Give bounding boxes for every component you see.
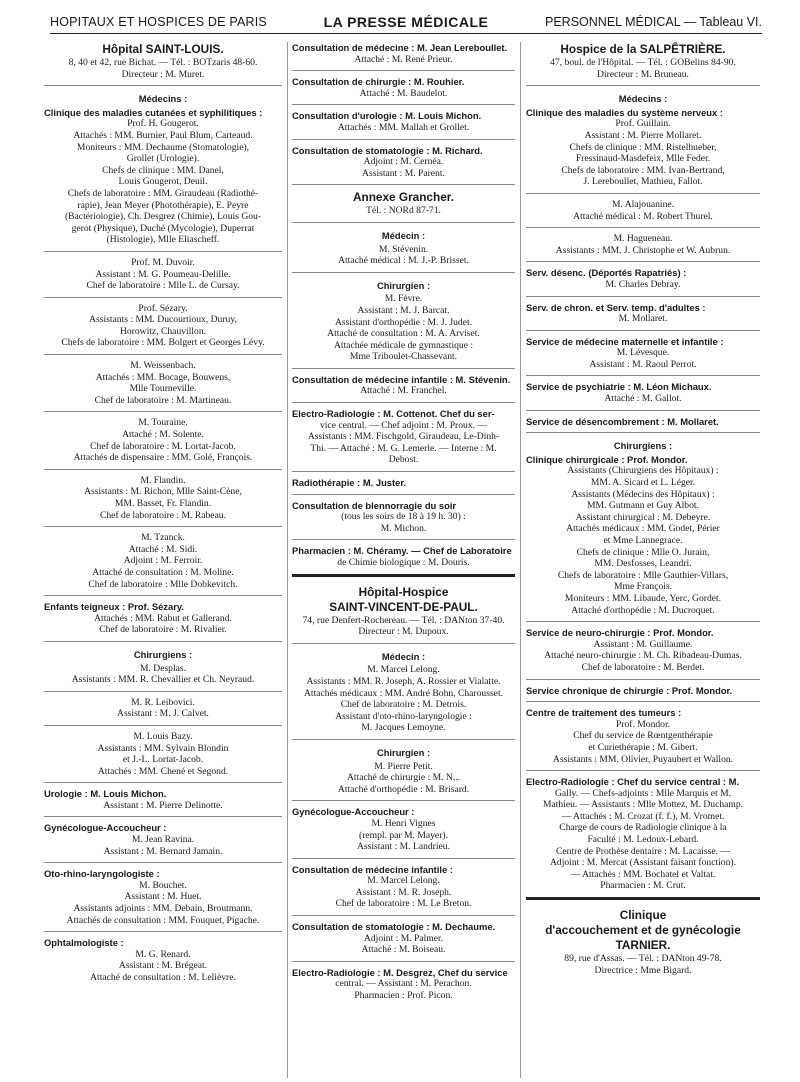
entry-block: [44, 595, 282, 636]
entry-block: [44, 42, 282, 80]
section-heading: Médecin :: [381, 229, 426, 241]
staff-line: Pharmacien : M. Crut.: [600, 880, 686, 892]
staff-line: Chef de laboratoire : M. Lortat-Jacob.: [90, 440, 236, 452]
entry-block: [44, 782, 282, 811]
service-heading: Pharmacien : M. Chéramy. — Chef de Laboratoire: [292, 545, 512, 557]
staff-line: Assistant : M. R. Joseph.: [355, 886, 452, 898]
staff-line: M. Hagueneau.: [613, 233, 673, 245]
staff-line: Attaché médical : M. Robert Thurel.: [573, 210, 713, 222]
staff-line: Attaché : M. René Prieur.: [354, 53, 453, 65]
staff-line: Tél. : NORd 87-71.: [366, 205, 441, 217]
service-heading: Clinique chirurgicale : Prof. Mondor.: [526, 453, 688, 465]
entry-block: [526, 897, 760, 976]
staff-line: central. — Assistant : M. Perachon.: [335, 978, 472, 990]
staff-line: Chefs de laboratoire : MM. Bolgert et Georges Lévy.: [61, 337, 265, 349]
entry-block: [292, 494, 515, 535]
service-heading: Consultation de médecine : M. Jean Lereboullet.: [292, 42, 508, 53]
entry-block: [526, 330, 760, 371]
staff-line: 47, boul. de l'Hôpital. — Tél. : GOBelins 84-90.: [550, 57, 736, 68]
column-right: [520, 42, 760, 1078]
staff-line: M. Fèvre.: [384, 293, 423, 305]
entry-block: [526, 679, 760, 697]
staff-line: M. Weissenbach.: [130, 360, 196, 372]
service-heading: Consultation d'urologie : M. Louis Michon.: [292, 110, 482, 122]
service-heading: Radiothérapie : M. Juster.: [292, 477, 407, 489]
staff-line: Adjoint : M. Cernéa.: [363, 156, 444, 168]
staff-line: Attaché neuro-chirurgie : M. Ch. Ribadeau-Dumas.: [544, 650, 742, 662]
staff-line: Attaché : M. Franchel.: [360, 385, 447, 397]
entry-block: [44, 85, 282, 246]
staff-line: Attaché de consultation : M. Lelièvre.: [90, 972, 236, 983]
entry-block: [526, 432, 760, 616]
staff-line: Fressinaud-Masdefeix, Mlle Feder.: [575, 153, 711, 165]
staff-line: Chef de laboratoire : M. Martineau.: [94, 394, 232, 406]
staff-line: Attaché d'orthopédie : M. Ducroquet.: [571, 604, 715, 616]
staff-line: M. R. Leibovici.: [131, 696, 195, 708]
entry-block: [292, 800, 515, 852]
entry-block: [526, 227, 760, 256]
entry-block: [292, 858, 515, 910]
entry-block: [292, 42, 515, 65]
entry-block: [526, 410, 760, 428]
staff-line: et Curiethérapie : M. Gibert.: [588, 741, 698, 753]
staff-line: M. Michon.: [380, 522, 427, 534]
staff-line: M. Pierre Petit.: [374, 760, 433, 772]
staff-line: rapie), Jean Meyer (Photothérapie), E. Peyre: [77, 199, 249, 211]
staff-line: Assistant : M. J. Barcat.: [357, 304, 450, 316]
staff-line: Attaché : M. Boiseau.: [361, 944, 446, 956]
section-heading: Chirurgiens :: [133, 648, 193, 660]
service-heading: Electro-Radiologie : M. Desgrez, Chef du service: [292, 966, 508, 978]
staff-line: Prof. M. Duvoir.: [131, 256, 195, 268]
staff-line: Assistant : M. Pierre Mollaret.: [584, 129, 702, 141]
staff-line: Attaché d'orthopédie : M. Brisard.: [337, 783, 470, 795]
entry-block: [44, 297, 282, 349]
entry-block: [292, 643, 515, 734]
entry-block: [292, 70, 515, 99]
entry-block: [292, 139, 515, 180]
staff-line: Centre de Prothèse dentaire : M. Lacaisse. —: [556, 845, 730, 857]
staff-line: MM. Gutmann et Guy Albot.: [587, 500, 699, 512]
entry-block: [292, 539, 515, 568]
staff-line: Attaché : M. Baudelot.: [359, 87, 448, 99]
staff-line: Chef de laboratoire : M. Rivalier.: [99, 624, 227, 636]
staff-line: Assistants : M. Richon, Mlle Saint-Cène,: [84, 486, 242, 498]
staff-line: Attaché : M. Solente.: [122, 429, 204, 441]
staff-line: Attachés : MM. Mallah et Grollet.: [337, 121, 470, 133]
header-left: HOPITAUX ET HOSPICES DE PARIS: [50, 14, 267, 29]
staff-line: Assistant : M. Parent.: [362, 167, 445, 179]
staff-line: Attachés médicaux : MM. André Bohn, Charousset.: [303, 687, 504, 699]
staff-line: M. Charles Debray.: [605, 278, 681, 290]
service-heading: Service de psychiatrie : M. Léon Michaux.: [526, 381, 712, 393]
staff-line: Grollet (Urologie).: [126, 153, 200, 165]
section-heading: Médecins :: [618, 93, 668, 105]
staff-line: Assistant : M. Bernard Jamain.: [103, 845, 223, 857]
staff-line: (Histologie), Mlle Eliascheff.: [106, 234, 220, 246]
staff-line: M. Tzanck.: [141, 532, 185, 544]
service-heading: Consultation de stomatologie : M. Dechaume.: [292, 921, 496, 933]
staff-line: Chefs de clinique : MM. Danel,: [102, 164, 224, 176]
staff-line: Chefs de laboratoire : Mlle Gauthier-Villars,: [557, 569, 729, 581]
entry-block: [292, 272, 515, 363]
staff-line: M. Desplas.: [139, 662, 187, 674]
staff-line: Directeur : M. Bruneau.: [597, 68, 689, 80]
institution-title: SAINT-VINCENT-DE-PAUL.: [329, 599, 478, 614]
staff-line: Attachés de dispensaire : MM. Golé, François.: [73, 452, 253, 464]
staff-line: Assistant : M. Huet.: [124, 891, 202, 903]
staff-line: Attachés : MM. Chené et Segond.: [97, 765, 229, 777]
staff-line: Charge de cours de Radiologie clinique à la: [559, 822, 727, 834]
staff-line: (rempl. par M. Mayer).: [359, 829, 448, 841]
staff-line: Moniteurs : MM. Libaude, Yerc, Gordet.: [564, 592, 722, 604]
service-heading: Electro-Radiologie : M. Cottenot. Chef du ser-: [292, 408, 495, 420]
staff-line: M. Marcel Lelong.: [367, 875, 440, 887]
service-heading: Service de médecine maternelle et infantile :: [526, 335, 724, 347]
entry-block: [526, 770, 760, 892]
entry-block: [526, 85, 760, 188]
section-heading: Médecin :: [381, 650, 426, 662]
entry-block: [44, 469, 282, 521]
staff-line: Prof. Guillain.: [615, 118, 671, 130]
staff-line: Assistant : M. Landrieu.: [357, 841, 450, 853]
staff-line: MM. Basset, Fr. Flandin.: [114, 498, 212, 509]
staff-line: Mathieu. — Assistants : Mlle Mottez, M. Duchamp.: [542, 799, 744, 811]
staff-line: Attachés : MM. Rabut et Gallerand.: [94, 612, 232, 624]
staff-line: Mme François.: [613, 581, 673, 593]
entry-block: [292, 739, 515, 795]
section-heading: Chirurgien :: [376, 279, 431, 291]
staff-line: vice central. — Chef adjoint : M. Proux. —: [319, 419, 488, 431]
staff-line: Chef de laboratoire : Mlle Dobkevitch.: [88, 578, 238, 590]
header-right: PERSONNEL MÉDICAL — Tableau VI.: [545, 14, 762, 29]
staff-line: M. Jacques Lemoyne.: [361, 722, 446, 734]
service-heading: Serv. désenc. (Déportés Rapatriés) :: [526, 267, 687, 279]
staff-line: Debost.: [388, 454, 419, 466]
service-heading: Electro-Radiologie : Chef du service central : M.: [526, 776, 740, 788]
staff-line: Attaché de consultation : M. Moline.: [92, 566, 234, 578]
entry-block: [526, 193, 760, 222]
entry-block: [526, 261, 760, 290]
staff-line: Horowitz, Chauvillon.: [119, 325, 207, 337]
service-heading: Consultation de médecine infantile : M. Stévenin.: [292, 373, 511, 385]
staff-line: Assistants : MM. Olivier, Puyaubert et Wallon.: [552, 753, 734, 765]
staff-line: M. Jean Ravina.: [131, 834, 195, 846]
service-heading: Serv. de chron. et Serv. temp. d'adultes :: [526, 301, 706, 313]
institution-title: TARNIER.: [615, 938, 671, 953]
staff-line: Chef de laboratoire : Mlle L. de Cursay.: [86, 280, 240, 292]
entry-block: [526, 375, 760, 404]
staff-line: Prof. Mondor.: [615, 718, 671, 730]
staff-line: Attachés : MM. Bocage, Bouwens,: [95, 371, 231, 383]
institution-title: d'accouchement et de gynécologie: [545, 923, 741, 938]
staff-line: Mlle Tourneville.: [129, 383, 197, 395]
entry-block: [292, 184, 515, 217]
staff-line: Attachés de consultation : MM. Fouquet, Pigache.: [66, 914, 260, 926]
staff-line: M. Flandin.: [140, 474, 186, 486]
staff-line: (tous les soirs de 18 à 19 h. 30) :: [341, 511, 466, 523]
staff-line: Adjoint : M. Mercat (Assistant faisant fonction).: [550, 857, 736, 869]
staff-line: M. Mollaret.: [618, 313, 668, 325]
entry-block: [292, 402, 515, 466]
staff-line: Assistant : M. Brégeat.: [118, 960, 208, 972]
service-heading: Service chronique de chirurgie : Prof. Mondor.: [526, 684, 733, 696]
staff-line: Attaché de consultation : M. A. Arviset.: [327, 328, 480, 340]
section-heading: Chirurgien :: [376, 746, 431, 758]
staff-line: Assistant : M. J. Calvet.: [117, 708, 209, 720]
entry-block: [44, 862, 282, 926]
staff-line: Assistant : M. Guillaume.: [593, 638, 693, 650]
service-heading: Consultation de médecine infantile :: [292, 863, 453, 875]
staff-line: Thi. — Attaché : M. G. Lemerle. — Interne : M.: [310, 442, 497, 454]
entry-block: [292, 574, 515, 638]
staff-line: Prof. Sézary.: [138, 302, 188, 314]
entry-block: [292, 915, 515, 956]
staff-line: Mme Triboulet-Chassevant.: [349, 351, 458, 363]
entry-block: [292, 961, 515, 1002]
staff-line: M. Louis Bazy.: [133, 730, 193, 742]
staff-line: et Mme Lannegrace.: [603, 535, 683, 546]
entry-block: [44, 526, 282, 590]
staff-line: M. Marcel Lelong.: [367, 664, 440, 676]
staff-line: 8, 40 et 42, rue Bichat. — Tél. : BOTzaris 48-60.: [68, 57, 258, 68]
staff-line: Chef de laboratoire : M. Rabeau.: [99, 509, 226, 521]
header-journal-title: LA PRESSE MÉDICALE: [323, 13, 489, 30]
service-heading: Consultation de stomatologie : M. Richard.: [292, 144, 483, 156]
staff-line: M. Lévesque.: [616, 347, 670, 359]
staff-line: Assistants : MM. Fischgold, Giraudeau, Le-Dinh-: [307, 431, 500, 443]
entry-block: [292, 222, 515, 267]
service-heading: Gynécologue-Accoucheur :: [292, 806, 415, 818]
entry-block: [526, 296, 760, 325]
institution-title: Hôpital SAINT-LOUIS.: [102, 42, 224, 56]
service-heading: Consultation de chirurgie : M. Rouhier.: [292, 76, 465, 88]
staff-line: Attaché : M. Gallot.: [604, 393, 682, 405]
staff-line: M. Henri Vignes: [371, 817, 436, 829]
staff-line: 89, rue d'Assas. — Tél. : DANton 49-78.: [564, 953, 722, 965]
staff-line: Chef de laboratoire : M. Berdet.: [581, 661, 705, 673]
entry-block: [526, 621, 760, 673]
staff-line: Assistants adjoints : MM. Debain, Broutmann.: [73, 903, 253, 915]
staff-line: Assistant : M. Pierre Delinotte.: [103, 799, 223, 811]
staff-line: Chefs de laboratoire : MM. Giraudeau (Radiothé-: [67, 187, 259, 199]
staff-line: Assistant : M. G. Poumeau-Delille.: [95, 268, 231, 280]
staff-line: J. Lereboullet, Mathieu, Fallot.: [583, 176, 703, 188]
service-heading: Service de neuro-chirurgie : Prof. Mondor.: [526, 627, 714, 639]
staff-line: Directrice : Mme Bigard.: [594, 964, 692, 976]
institution-title: Annexe Grancher.: [353, 190, 454, 205]
staff-line: Adjoint : M. Ferroir.: [123, 555, 203, 567]
service-heading: Oto-rhino-laryngologiste :: [44, 868, 160, 880]
staff-line: Directeur : M. Dupoux.: [358, 626, 449, 638]
entry-block: [44, 411, 282, 463]
staff-line: Attaché médical : M. J.-P. Brisset.: [338, 255, 469, 267]
staff-line: Assistants : MM. Sylvain Blondin: [97, 742, 229, 754]
staff-line: Attachée médicale de gymnastique :: [333, 339, 474, 351]
staff-line: et J.-L. Lortat-Jacob.: [122, 754, 204, 766]
service-heading: Enfants teigneux : Prof. Sézary.: [44, 601, 184, 613]
column-left: [44, 42, 282, 1078]
staff-line: Attachés médicaux : MM. Godet, Périer: [566, 523, 720, 535]
staff-line: 74, rue Denfert-Rochereau. — Tél. : DANton 37-40.: [302, 614, 505, 626]
section-heading: Chirurgiens :: [613, 440, 673, 452]
page-header: [50, 10, 762, 34]
staff-line: Gally. — Chefs-adjoints : Mlle Marquis et M.: [554, 787, 732, 799]
institution-title: Clinique: [619, 908, 667, 923]
staff-line: (Bactériologie), Ch. Desgrez (Chimie), Louis Gou-: [64, 211, 262, 223]
entry-block: [44, 354, 282, 406]
staff-line: M. G. Renard.: [135, 948, 191, 960]
staff-line: — Attachés : MM. Bochatel et Valtat.: [570, 868, 716, 880]
staff-line: Attachés : MM. Burnier, Paul Blum, Carteaud.: [73, 129, 253, 141]
column-middle: [287, 42, 515, 1078]
entry-block: [526, 701, 760, 765]
entry-block: [292, 368, 515, 397]
entry-block: [44, 931, 282, 983]
staff-line: Chef de laboratoire : M. Detrois.: [340, 699, 467, 711]
staff-line: de Chimie biologique : M. Douris.: [337, 557, 470, 568]
staff-line: Chefs de clinique : Mlle O. Jurain,: [576, 546, 710, 558]
staff-line: Faculté : M. Ledoux-Lebard.: [587, 834, 699, 846]
staff-line: M. Stévenin.: [378, 243, 429, 255]
staff-line: Assistants : MM. R. Joseph, A. Rossier et Vialatte.: [306, 675, 501, 687]
entry-block: [44, 816, 282, 857]
staff-line: Chef du service de Rœntgenthérapie: [573, 730, 713, 742]
service-heading: Service de désencombrement : M. Mollaret.: [526, 415, 719, 427]
service-heading: Centre de traitement des tumeurs :: [526, 707, 682, 719]
staff-line: gerot (Physique), Duché (Mycologie), Duperrat: [71, 222, 255, 234]
service-heading: Urologie : M. Louis Michon.: [44, 788, 167, 800]
staff-line: Assistants : MM. R. Chevallier et Ch. Neyraud.: [71, 674, 255, 686]
staff-line: Pharmacien : Prof. Picon.: [354, 990, 453, 1002]
staff-line: Moniteurs : MM. Dechaume (Stomatologie),: [76, 141, 250, 153]
staff-line: Assistant chirurgical : M. Debeyre.: [575, 511, 711, 523]
entry-block: [44, 251, 282, 292]
entry-block: [292, 471, 515, 489]
staff-line: — Attachés : M. Crozat (f. f.), M. Vromet.: [561, 810, 725, 822]
staff-line: Assistant : M. Raoul Perrot.: [589, 358, 697, 370]
staff-line: Assistants (Médecins des Hôpitaux) :: [571, 488, 715, 500]
service-heading: Clinique des maladies cutanées et syphilitiques :: [44, 106, 263, 118]
staff-line: MM. Desfosses, Leandri.: [594, 558, 692, 570]
staff-line: Chef de laboratoire : M. Le Breton.: [335, 898, 472, 910]
institution-title: Hospice de la SALPÊTRIÈRE.: [560, 42, 726, 56]
staff-line: M. Touraine.: [138, 417, 188, 429]
staff-line: Adjoint : M. Palmer.: [363, 932, 444, 944]
staff-line: Assistants : MM. J. Christophe et W. Aubrun.: [555, 244, 731, 256]
staff-line: Assistant d'oto-rhino-laryngologie :: [335, 710, 472, 722]
section-heading: Médecins :: [138, 93, 188, 105]
institution-title: Hôpital-Hospice: [358, 584, 449, 599]
staff-line: Attaché : M. Sidi.: [128, 543, 198, 555]
entry-block: [292, 104, 515, 133]
entry-block: [44, 725, 282, 777]
staff-line: Chefs de laboratoire : MM. Ivan-Bertrand,: [561, 164, 725, 176]
service-heading: Gynécologue-Accoucheur :: [44, 822, 167, 834]
entry-block: [44, 641, 282, 686]
staff-line: Directeur : M. Muret.: [121, 68, 205, 80]
staff-line: Prof. H. Gougerot.: [127, 118, 199, 130]
staff-line: Attaché de chirurgie : M. N...: [346, 772, 461, 784]
staff-line: Assistant d'orthopédie : M. J. Judet.: [334, 316, 473, 328]
staff-line: Assistants (Chirurgiens des Hôpitaux) :: [567, 465, 719, 477]
service-heading: Consultation de blennorragie du soir: [292, 499, 457, 511]
service-heading: Clinique des maladies du système nerveux :: [526, 106, 723, 118]
staff-line: Assistants : MM. Ducourtioux, Duruy,: [89, 314, 237, 326]
entry-block: [44, 691, 282, 720]
staff-line: Louis Gougerot, Deuil.: [118, 176, 208, 188]
staff-line: M. Bouchet.: [139, 879, 187, 891]
service-heading: Ophtalmologiste :: [44, 937, 124, 949]
staff-line: Chefs de clinique : MM. Ristelhueber,: [569, 141, 717, 153]
staff-line: M. Alajouanine.: [611, 198, 675, 210]
staff-line: MM. A. Sicard et L. Léger.: [590, 477, 696, 489]
entry-block: [526, 42, 760, 80]
